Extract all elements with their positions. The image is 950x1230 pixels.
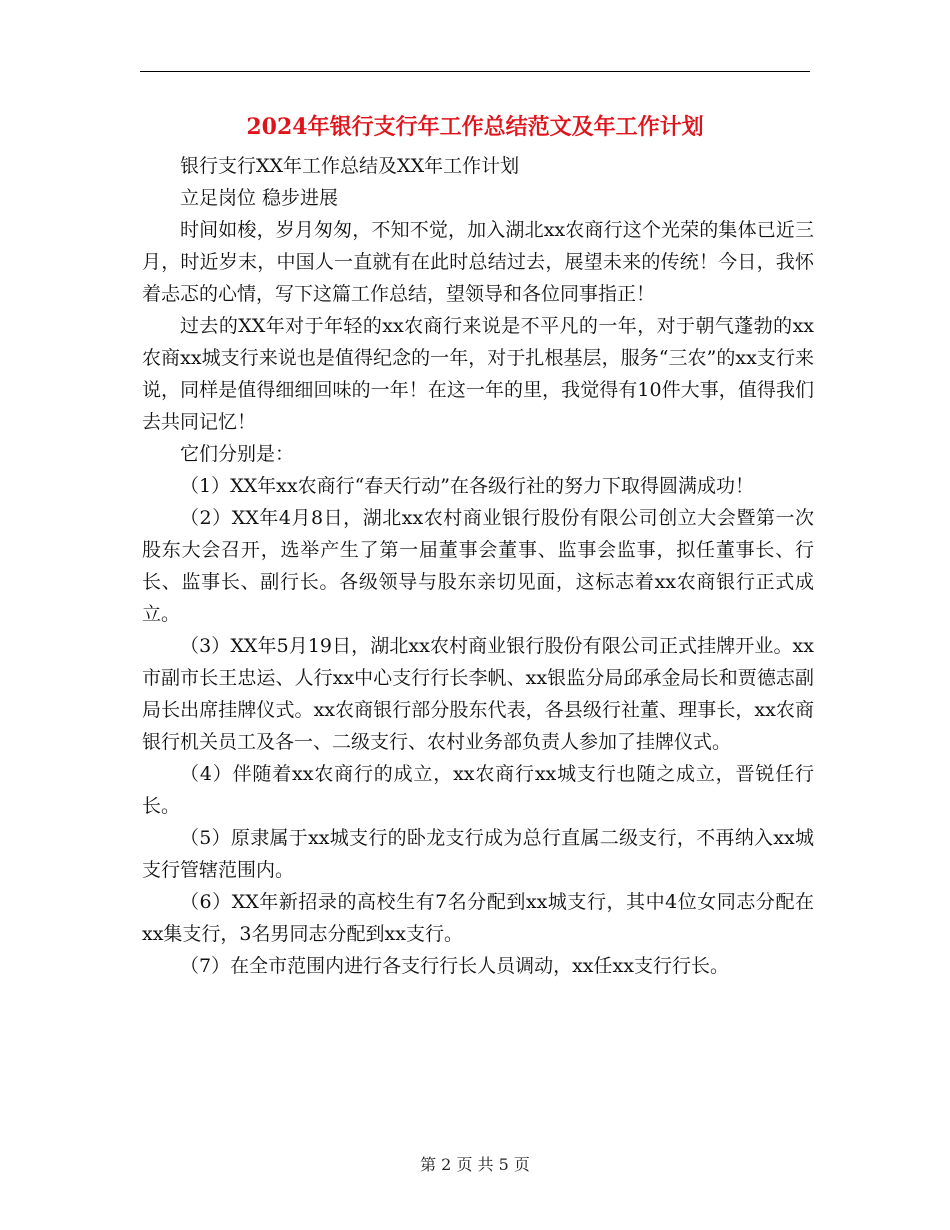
- subtitle-paragraph: 银行支行XX年工作总结及XX年工作计划: [180, 155, 520, 177]
- document-title: 2024年银行支行年工作总结范文及年工作计划: [246, 114, 704, 140]
- body-paragraph: 它们分别是：: [180, 443, 295, 465]
- list-item: （6）XX年新招录的高校生有7名分配到xx城支行，其中4位女同志分配在xx集支行，3名男同志分配到xx支行。: [142, 891, 814, 945]
- body-paragraph: 时间如梭，岁月匆匆，不知不觉，加入湖北xx农商行这个光荣的集体已近三月，时近岁末，中国人一直就有在此时总结过去，展望未来的传统！今日，我怀着忐忑的心情，写下这篇工作总结，望领导和各位同事指正！: [142, 219, 814, 305]
- list-item: （5）原隶属于xx城支行的卧龙支行成为总行直属二级支行，不再纳入xx城支行管辖范围内。: [142, 827, 814, 881]
- list-item: （4）伴随着xx农商行的成立，xx农商行xx城支行也随之成立，晋锐任行长。: [142, 763, 814, 817]
- header-rule: [140, 71, 810, 72]
- section-heading: 立足岗位 稳步进展: [180, 187, 339, 209]
- page-number-footer: 第 2 页 共 5 页: [420, 1155, 530, 1174]
- list-item: （3）XX年5月19日，湖北xx农村商业银行股份有限公司正式挂牌开业。xx市副市长王忠运、人行xx中心支行行长李帆、xx银监分局邱承金局长和贾德志副局长出席挂牌仪式。xx农商银行部分股东代表，各县级行社董、理事长，xx农商银行机关员工及各一、二级支行、农村业务部负责人参加了挂牌仪式。: [142, 635, 814, 753]
- list-item: （2）XX年4月8日，湖北xx农村商业银行股份有限公司创立大会暨第一次股东大会召开，选举产生了第一届董事会董事、监事会监事，拟任董事长、行长、监事长、副行长。各级领导与股东亲切见面，这标志着xx农商银行正式成立。: [142, 507, 814, 625]
- list-item: （1）XX年xx农商行“春天行动”在各级行社的努力下取得圆满成功！: [180, 475, 755, 497]
- body-paragraph: 过去的XX年对于年轻的xx农商行来说是不平凡的一年，对于朝气蓬勃的xx农商xx城支行来说也是值得纪念的一年，对于扎根基层，服务“三农”的xx支行来说，同样是值得细细回味的一年！在这一年的里，我觉得有10件大事，值得我们去共同记忆！: [142, 315, 814, 433]
- list-item: （7）在全市范围内进行各支行行长人员调动，xx任xx支行行长。: [180, 955, 729, 977]
- document-body: [142, 150, 814, 982]
